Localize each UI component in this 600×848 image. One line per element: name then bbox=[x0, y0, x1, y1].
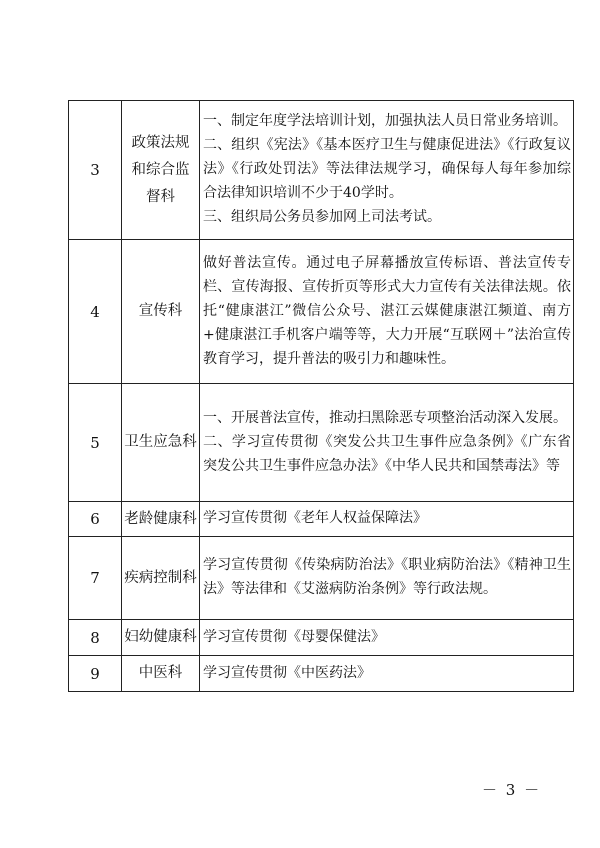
row-number: 4 bbox=[69, 240, 122, 384]
row-number: 5 bbox=[69, 384, 122, 502]
page-number: － 3 － bbox=[482, 781, 542, 799]
department-name: 中医科 bbox=[122, 656, 200, 692]
row-number: 9 bbox=[69, 656, 122, 692]
department-name: 妇幼健康科 bbox=[122, 620, 200, 656]
content-line: 二、组织《宪法》《基本医疗卫生与健康促进法》《行政复议法》《行政处罚法》等法律法规学习，确保每人每年参加综合法律知识培训不少于40学时。 bbox=[203, 137, 571, 201]
row-number: 8 bbox=[69, 620, 122, 656]
department-name: 卫生应急科 bbox=[122, 384, 200, 502]
duty-content bbox=[200, 502, 574, 537]
duty-content bbox=[200, 384, 574, 502]
table-row bbox=[69, 101, 574, 240]
duty-content bbox=[200, 537, 574, 620]
table-row bbox=[69, 502, 574, 537]
duty-content bbox=[200, 101, 574, 240]
table-row bbox=[69, 240, 574, 384]
row-number: 6 bbox=[69, 502, 122, 537]
duty-content bbox=[200, 620, 574, 656]
row-number: 3 bbox=[69, 101, 122, 240]
content-line: 二、学习宣传贯彻《突发公共卫生事件应急条例》《广东省突发公共卫生事件应急办法》《中华人民共和国禁毒法》等 bbox=[203, 433, 571, 474]
duty-table bbox=[68, 100, 574, 692]
table-row bbox=[69, 384, 574, 502]
content-line: 一、开展普法宣传，推动扫黑除恶专项整治活动深入发展。 bbox=[203, 409, 567, 426]
content-line: 三、组织局公务员参加网上司法考试。 bbox=[203, 209, 441, 225]
duty-content bbox=[200, 656, 574, 692]
content-line: 学习宣传贯彻《老年人权益保障法》 bbox=[203, 510, 427, 526]
content-line: 一、制定年度学法培训计划，加强执法人员日常业务培训。 bbox=[203, 113, 567, 129]
department-name bbox=[122, 101, 200, 240]
content-line: 学习宣传贯彻《母婴保健法》 bbox=[203, 628, 385, 645]
department-name: 老龄健康科 bbox=[122, 502, 200, 537]
row-number: 7 bbox=[69, 537, 122, 620]
content-line: 学习宣传贯彻《传染病防治法》《职业病防治法》《精神卫生法》等法律和《艾滋病防治条例》等行政法规。 bbox=[203, 557, 571, 597]
duty-content bbox=[200, 240, 574, 384]
content-line: 学习宣传贯彻《中医药法》 bbox=[203, 664, 371, 681]
department-name: 宣传科 bbox=[122, 240, 200, 384]
table-row bbox=[69, 537, 574, 620]
content-line: 做好普法宣传。通过电子屏幕播放宣传标语、普法宣传专栏、宣传海报、宣传折页等形式大力宣传有关法律法规。依托“健康湛江”微信公众号、湛江云媒健康湛江频道、南方+健康湛江手机客户端等等，大力开展“互联网＋”法治宣传教育学习，提升普法的吸引力和趣味性。 bbox=[203, 254, 571, 367]
department-label: 政策法规和综合监督科 bbox=[131, 134, 190, 205]
table-row bbox=[69, 656, 574, 692]
table-row bbox=[69, 620, 574, 656]
department-name: 疾病控制科 bbox=[122, 537, 200, 620]
